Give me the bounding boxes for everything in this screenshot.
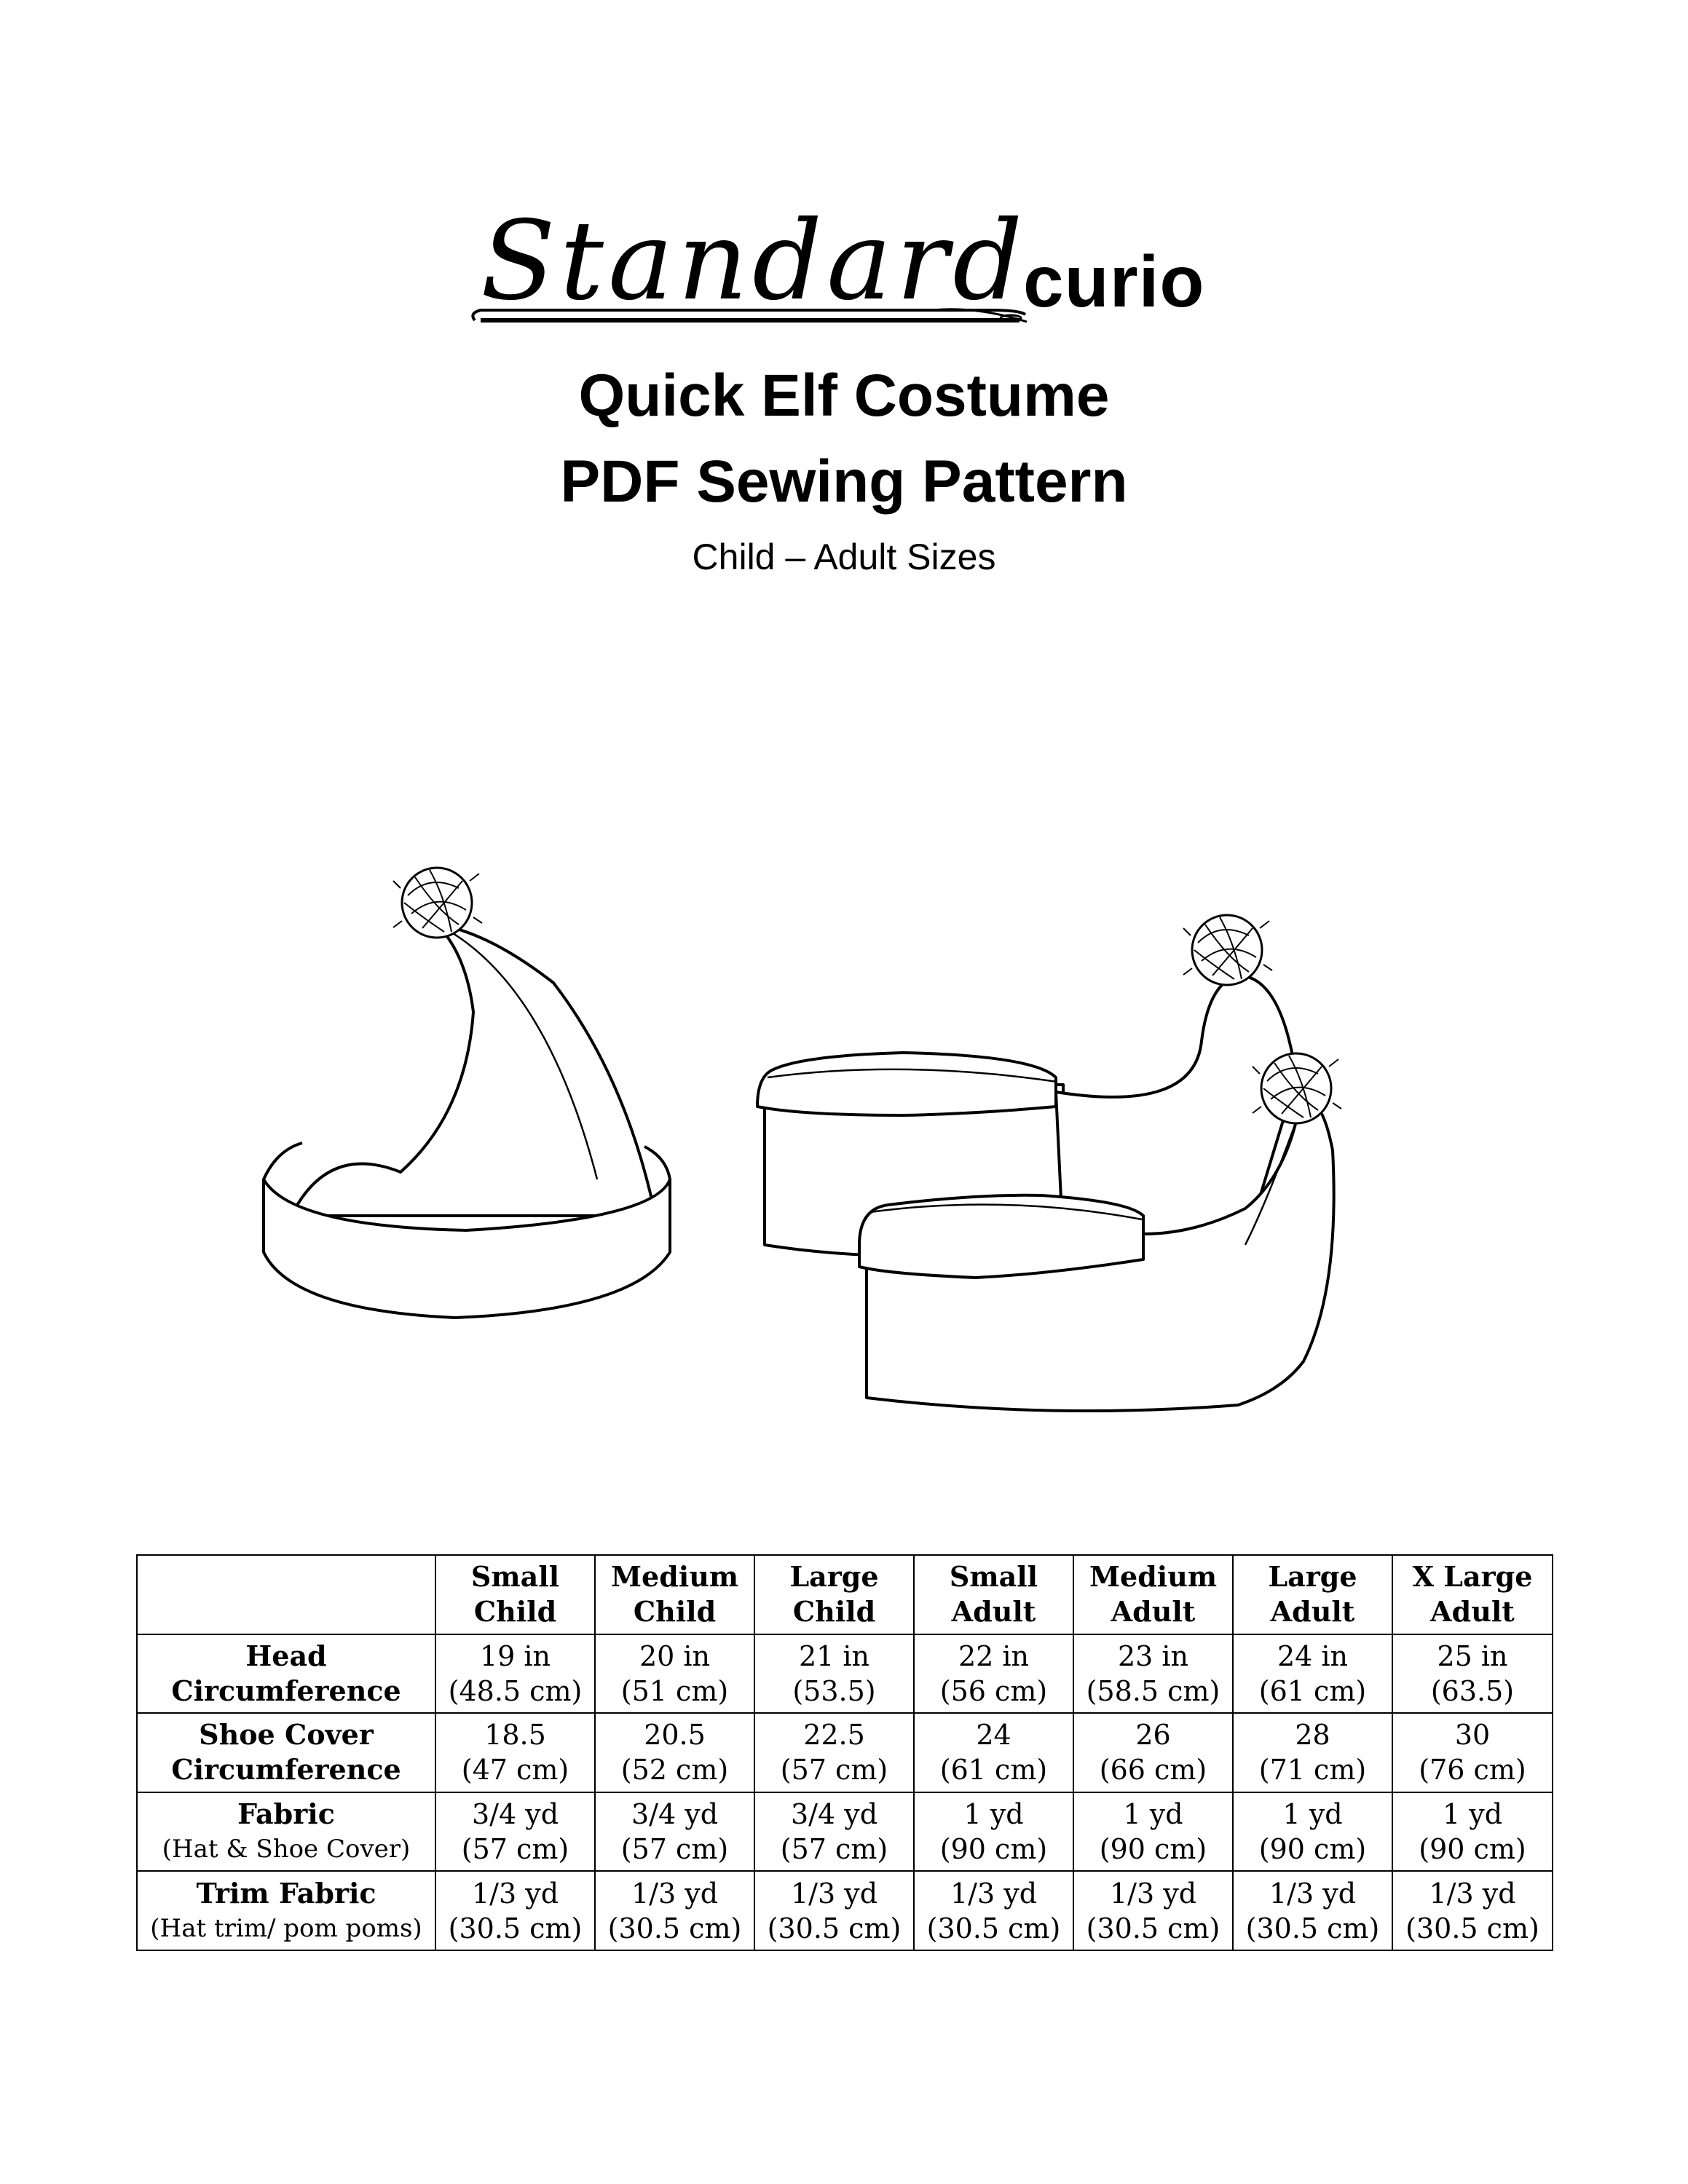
cell-metric-value: (90 cm) — [1099, 1833, 1207, 1866]
row-label: Fabric — [237, 1797, 335, 1831]
cell-imperial-value: 1/3 yd — [631, 1877, 719, 1910]
table-cell — [914, 1792, 1073, 1872]
table-cell — [595, 1871, 754, 1950]
cell-metric-value: (57 cm) — [780, 1833, 888, 1866]
cell-metric-value: (47 cm) — [461, 1754, 569, 1787]
elf-costume-illustration — [248, 837, 1449, 1478]
table-cell — [1233, 1871, 1392, 1950]
table-cell — [754, 1792, 914, 1872]
row-label-cell — [137, 1792, 435, 1872]
table-cell — [435, 1713, 595, 1792]
cell-imperial-value: 1 yd — [963, 1798, 1024, 1831]
cell-metric-value: (48.5 cm) — [448, 1674, 583, 1707]
row-label: Head — [245, 1639, 327, 1672]
column-header: Large Child — [754, 1555, 914, 1634]
logo-bold-text: curio — [1023, 241, 1205, 323]
table-cell — [914, 1871, 1073, 1950]
hat-pom-pom-icon — [393, 868, 482, 938]
cell-imperial-value: 20.5 — [644, 1719, 706, 1752]
table-cell — [1233, 1792, 1392, 1872]
table-cell — [1392, 1871, 1553, 1950]
cell-metric-value: (51 cm) — [620, 1674, 729, 1707]
cell-metric-value: (30.5 cm) — [767, 1912, 902, 1944]
cell-metric-value: (63.5) — [1430, 1674, 1515, 1707]
row-sublabel: (Hat & Shoe Cover) — [162, 1835, 411, 1864]
table-cell — [1233, 1713, 1392, 1792]
table-row — [137, 1713, 1553, 1792]
table-corner-cell — [137, 1555, 435, 1634]
table-cell — [1392, 1634, 1553, 1714]
cell-imperial-value: 1 yd — [1442, 1798, 1503, 1831]
brand-logo — [466, 204, 1238, 335]
table-cell — [754, 1634, 914, 1714]
cell-imperial-value: 24 — [976, 1719, 1011, 1752]
cell-metric-value: (53.5) — [792, 1674, 876, 1707]
title-block — [0, 353, 1688, 586]
page-title-line-1: Quick Elf Costume — [578, 363, 1110, 429]
table-cell — [1392, 1713, 1553, 1792]
cell-metric-value: (52 cm) — [620, 1754, 729, 1787]
cell-metric-value: (66 cm) — [1099, 1754, 1207, 1787]
cell-imperial-value: 1/3 yd — [950, 1877, 1038, 1910]
cell-metric-value: (57 cm) — [461, 1833, 569, 1866]
cell-metric-value: (76 cm) — [1419, 1754, 1526, 1787]
cell-metric-value: (90 cm) — [939, 1833, 1048, 1866]
column-header: Small Child — [435, 1555, 595, 1634]
cell-metric-value: (58.5 cm) — [1086, 1674, 1220, 1707]
cell-imperial-value: 26 — [1135, 1719, 1171, 1752]
table-cell — [1233, 1634, 1392, 1714]
elf-hat-drawing — [264, 925, 670, 1318]
cell-imperial-value: 28 — [1295, 1719, 1330, 1752]
table-cell — [595, 1713, 754, 1792]
logo-script-text: Standard — [481, 204, 1028, 325]
cell-imperial-value: 3/4 yd — [790, 1798, 878, 1831]
row-sublabel: Circumference — [171, 1674, 401, 1707]
cell-metric-value: (90 cm) — [1258, 1833, 1367, 1866]
cell-imperial-value: 1 yd — [1123, 1798, 1183, 1831]
cell-metric-value: (61 cm) — [1258, 1674, 1367, 1707]
table-cell — [1073, 1634, 1233, 1714]
cell-imperial-value: 1 yd — [1282, 1798, 1343, 1831]
cell-imperial-value: 22 in — [958, 1639, 1030, 1672]
cell-metric-value: (30.5 cm) — [1245, 1912, 1380, 1944]
cell-imperial-value: 1/3 yd — [1429, 1877, 1516, 1910]
table-row — [137, 1792, 1553, 1872]
table-cell — [435, 1792, 595, 1872]
row-label: Shoe Cover — [199, 1718, 374, 1752]
cell-metric-value: (30.5 cm) — [448, 1912, 583, 1944]
table-cell — [1073, 1792, 1233, 1872]
cell-imperial-value: 3/4 yd — [471, 1798, 559, 1831]
cell-metric-value: (61 cm) — [939, 1754, 1048, 1787]
cell-imperial-value: 24 in — [1277, 1639, 1349, 1672]
page-subtitle: Child – Adult Sizes — [692, 537, 996, 577]
table-row — [137, 1634, 1553, 1714]
row-sublabel: (Hat trim/ pom poms) — [150, 1913, 422, 1943]
table-cell — [1392, 1792, 1553, 1872]
row-sublabel: Circumference — [171, 1753, 401, 1787]
cell-metric-value: (30.5 cm) — [1086, 1912, 1220, 1944]
cell-metric-value: (71 cm) — [1258, 1754, 1367, 1787]
cell-imperial-value: 20 in — [639, 1639, 711, 1672]
cell-imperial-value: 1/3 yd — [1269, 1877, 1357, 1910]
cell-imperial-value: 21 in — [798, 1639, 870, 1672]
table-header-row — [137, 1555, 1553, 1634]
cell-imperial-value: 23 in — [1117, 1639, 1189, 1672]
row-label-cell — [137, 1713, 435, 1792]
table-cell — [754, 1871, 914, 1950]
table-cell — [914, 1634, 1073, 1714]
shoe-back-pom-pom-icon — [1183, 915, 1272, 985]
row-label: Trim Fabric — [196, 1876, 376, 1910]
cell-imperial-value: 22.5 — [803, 1719, 865, 1752]
row-label-cell — [137, 1634, 435, 1714]
cell-metric-value: (30.5 cm) — [1405, 1912, 1539, 1944]
table-cell — [914, 1713, 1073, 1792]
column-header: Medium Adult — [1073, 1555, 1233, 1634]
table-cell — [754, 1713, 914, 1792]
table-cell — [435, 1634, 595, 1714]
size-chart-table — [136, 1554, 1553, 1951]
cell-imperial-value: 1/3 yd — [471, 1877, 559, 1910]
cell-metric-value: (90 cm) — [1419, 1833, 1526, 1866]
page-title-line-2: PDF Sewing Pattern — [560, 448, 1128, 515]
cell-imperial-value: 19 in — [479, 1639, 551, 1672]
column-header: Medium Child — [595, 1555, 754, 1634]
cell-imperial-value: 30 — [1454, 1719, 1491, 1752]
table-cell — [1073, 1713, 1233, 1792]
column-header: Small Adult — [914, 1555, 1073, 1634]
column-header: Large Adult — [1233, 1555, 1392, 1634]
row-label-cell — [137, 1871, 435, 1950]
cell-imperial-value: 3/4 yd — [631, 1798, 719, 1831]
table-cell — [435, 1871, 595, 1950]
table-cell — [1073, 1871, 1233, 1950]
table-cell — [595, 1792, 754, 1872]
cell-metric-value: (57 cm) — [780, 1754, 888, 1787]
table-cell — [595, 1634, 754, 1714]
column-header: X Large Adult — [1392, 1555, 1553, 1634]
cell-metric-value: (30.5 cm) — [607, 1912, 742, 1944]
cell-metric-value: (30.5 cm) — [926, 1912, 1061, 1944]
cell-imperial-value: 1/3 yd — [790, 1877, 878, 1910]
cell-imperial-value: 1/3 yd — [1109, 1877, 1197, 1910]
cell-imperial-value: 18.5 — [484, 1719, 546, 1752]
table-row — [137, 1871, 1553, 1950]
cell-metric-value: (57 cm) — [620, 1833, 729, 1866]
cell-metric-value: (56 cm) — [939, 1674, 1048, 1707]
cell-imperial-value: 25 in — [1437, 1639, 1508, 1672]
